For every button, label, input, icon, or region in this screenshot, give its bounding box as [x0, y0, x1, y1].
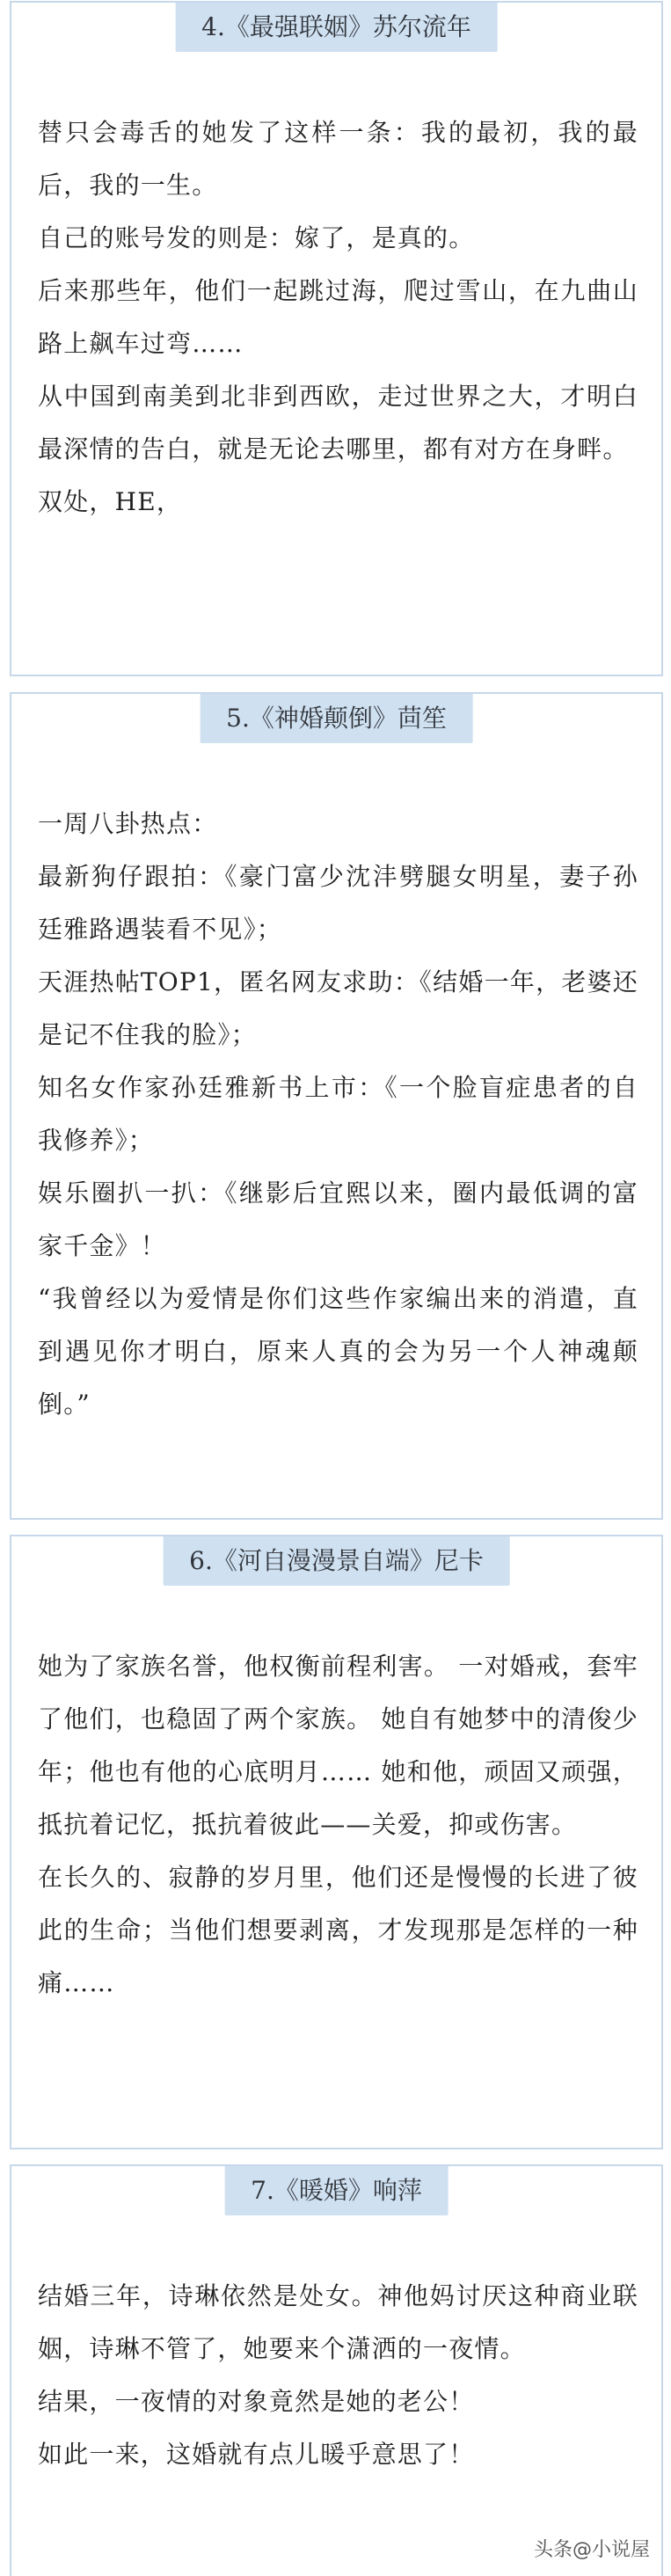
description-paragraph: 如此一来，这婚就有点儿暖乎意思了！	[38, 2440, 475, 2469]
description-paragraph: 知名女作家孙廷雅新书上市：《一个脸盲症患者的自我修养》；	[38, 1073, 638, 1155]
description-paragraph: 她为了家族名誉，他权衡前程利害。 一对婚戒，套牢了他们，也稳固了两个家族。 她自有她梦中的清俊少年；他也有他的心底明月…… 她和他，顽固又顽强，抵抗着记忆，抵抗着彼此——关爱，抑或伤害。	[38, 1652, 638, 1839]
book-description	[38, 1640, 638, 2010]
description-paragraph: 自己的账号发的则是：嫁了，是真的。	[38, 223, 475, 252]
description-paragraph: 从中国到南美到北非到西欧，走过世界之大，才明白最深情的告白，就是无论去哪里，都有对方在身畔。	[38, 382, 638, 463]
description-paragraph: 后来那些年，他们一起跳过海，爬过雪山，在九曲山路上飙车过弯……	[38, 276, 638, 358]
description-paragraph: 替只会毒舌的她发了这样一条：我的最初，我的最后，我的一生。	[38, 118, 638, 200]
book-title: 6.《河自漫漫景自端》尼卡	[163, 1536, 510, 1586]
book-card	[10, 1535, 663, 2149]
source-watermark: 头条@小说屋	[529, 2533, 655, 2564]
description-paragraph: “我曾经以为爱情是你们这些作家编出来的消遣，直到遇见你才明白，原来人真的会为另一个人神魂颠倒。”	[38, 1284, 638, 1419]
description-paragraph: 结婚三年，诗琳依然是处女。神他妈讨厌这种商业联姻，诗琳不管了，她要来个潇洒的一夜情。	[38, 2281, 638, 2363]
book-description	[38, 798, 638, 1431]
book-card	[10, 1, 663, 676]
description-paragraph: 双处，HE，	[38, 487, 183, 516]
book-title: 4.《最强联姻》苏尔流年	[175, 3, 498, 52]
description-paragraph: 结果，一夜情的对象竟然是她的老公！	[38, 2387, 475, 2416]
description-paragraph: 娱乐圈扒一扒：《继影后宜熙以来，圈内最低调的富家千金》！	[38, 1179, 638, 1260]
book-card	[10, 692, 663, 1520]
book-title: 7.《暖婚》响萍	[224, 2166, 449, 2215]
description-paragraph: 一周八卦热点：	[38, 809, 218, 838]
book-card	[10, 2164, 663, 2576]
book-description	[38, 106, 638, 529]
description-paragraph: 天涯热帖TOP1，匿名网友求助：《结婚一年，老婆还是记不住我的脸》；	[38, 967, 638, 1049]
description-paragraph: 最新狗仔跟拍：《豪门富少沈沣劈腿女明星，妻子孙廷雅路遇装看不见》；	[38, 862, 638, 944]
book-title: 5.《神婚颠倒》茴笙	[200, 694, 473, 743]
description-paragraph: 在长久的、寂静的岁月里，他们还是慢慢的长进了彼此的生命；当他们想要剥离，才发现那是怎样的一种痛……	[38, 1863, 638, 1997]
book-description	[38, 2270, 638, 2481]
